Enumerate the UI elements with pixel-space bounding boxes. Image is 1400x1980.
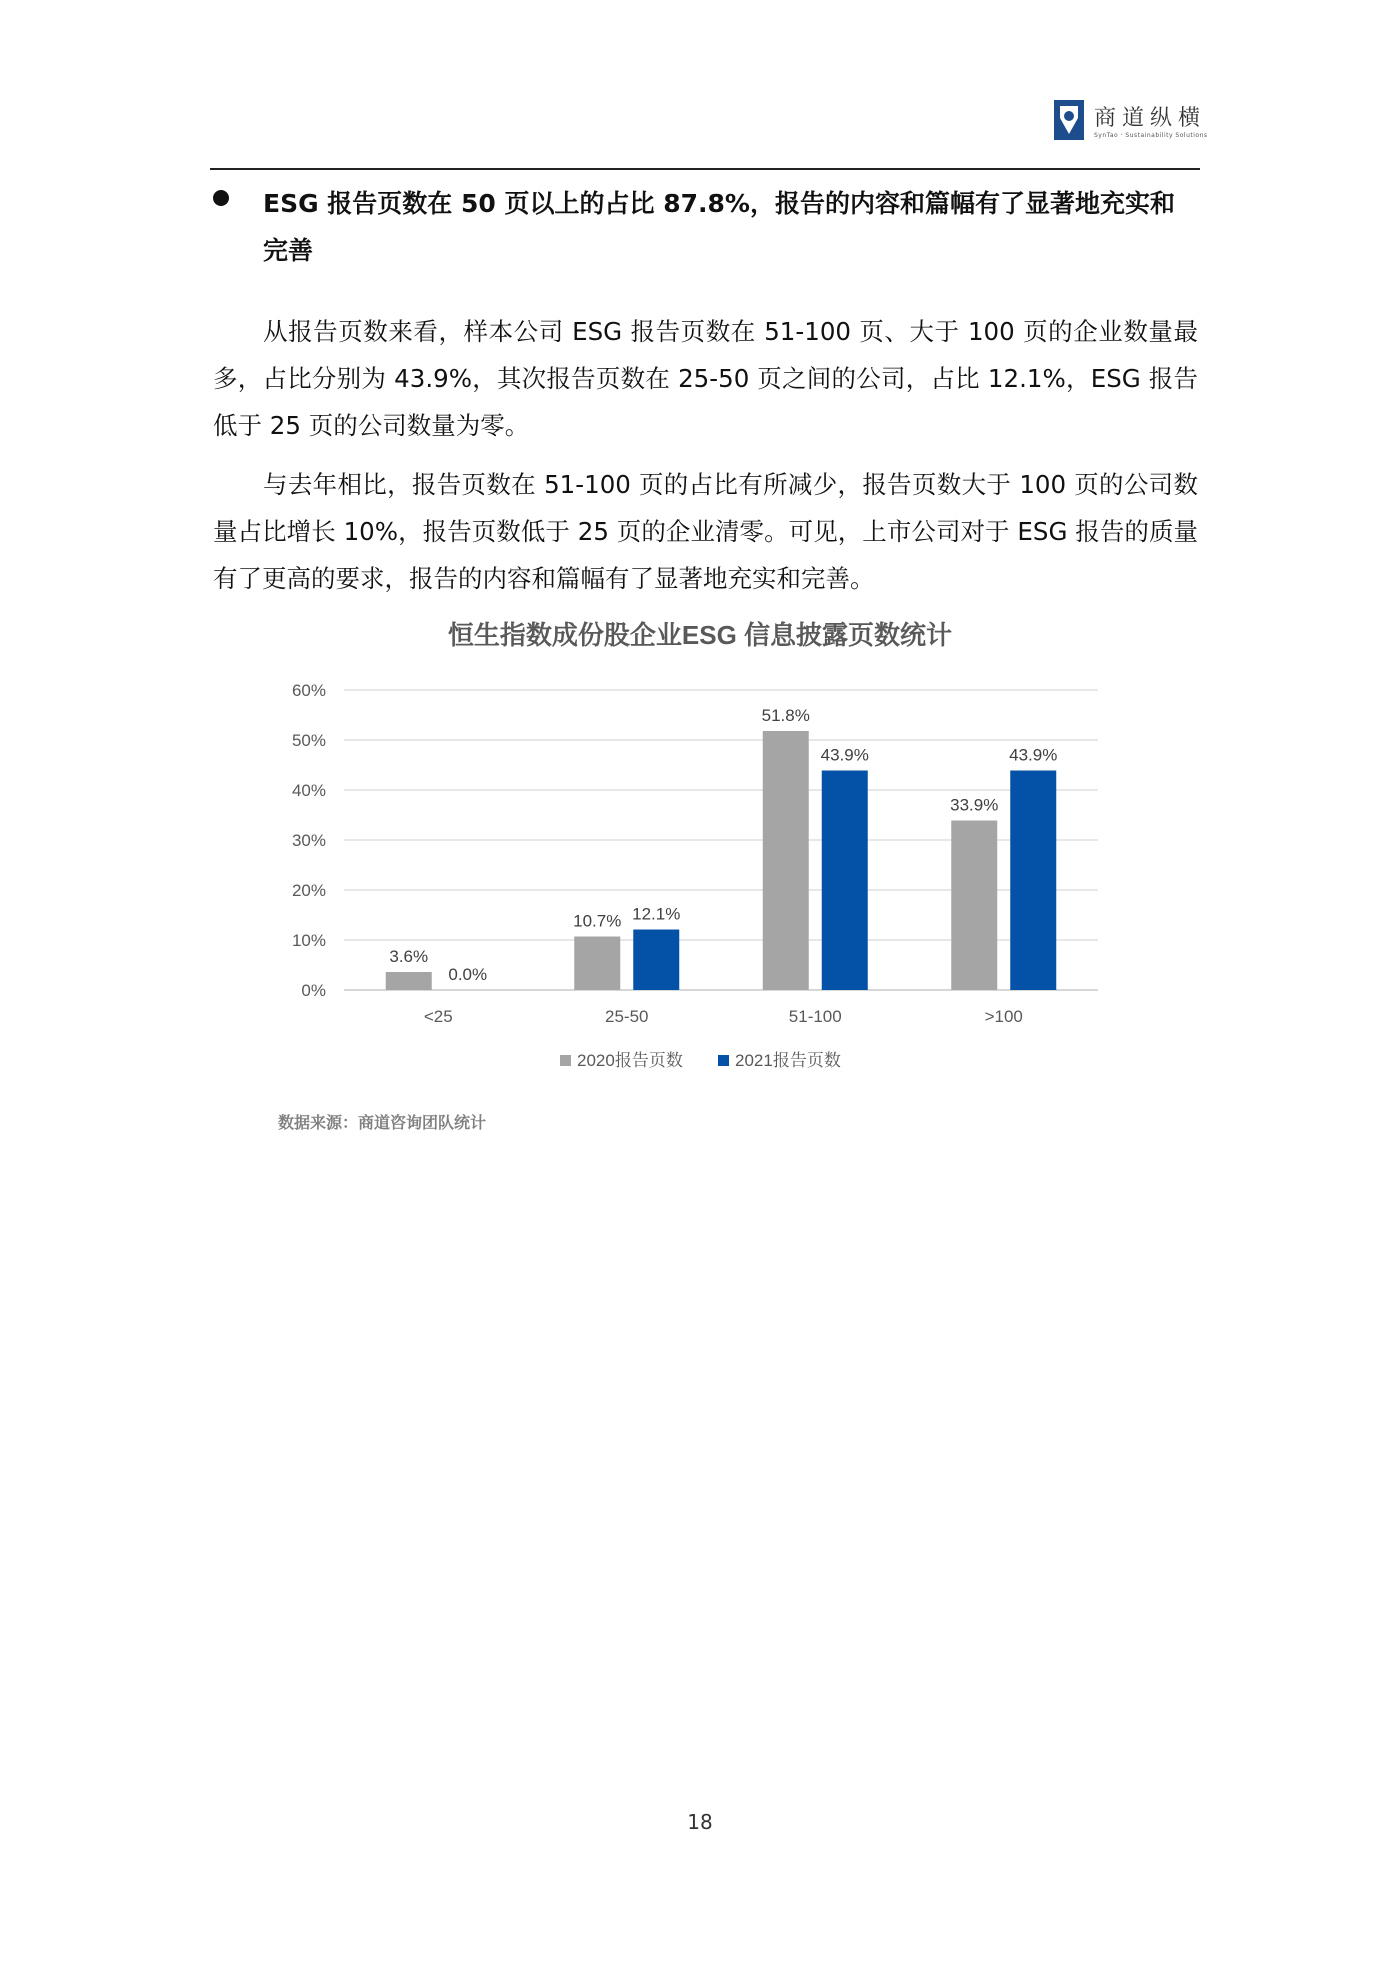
x-tick-label: <25 (423, 1007, 453, 1026)
bar-2021 (633, 930, 679, 991)
legend-label: 2020报告页数 (577, 1051, 683, 1070)
bar-2020 (574, 937, 620, 991)
chart-source-note: 数据来源：商道咨询团队统计 (278, 1115, 487, 1132)
y-tick-label: 30% (291, 831, 326, 850)
bar-chart (270, 600, 1130, 1180)
y-tick-label: 10% (291, 931, 326, 950)
section-heading-text: ESG 报告页数在 50 页以上的占比 87.8%，报告的内容和篇幅有了显著地充实和完善 (263, 189, 1175, 265)
paragraph-1: 从报告页数来看，样本公司 ESG 报告页数在 51-100 页、大于 100 页的企业数量最多，占比分别为 43.9%，其次报告页数在 25-50 页之间的公司，占比 12.1%，ESG 报告低于 25 页的公司数量为零。 (213, 316, 1198, 440)
data-label: 0.0% (448, 965, 488, 984)
y-tick-label: 40% (291, 781, 326, 800)
bar-2021 (1010, 771, 1056, 991)
data-label: 10.7% (573, 911, 622, 931)
logo-emblem-icon (1052, 98, 1086, 142)
logo-chinese-name: 商道纵横 (1094, 106, 1207, 131)
data-label: 43.9% (820, 745, 869, 765)
data-label: 33.9% (950, 795, 999, 815)
data-label: 3.6% (389, 947, 429, 966)
bar-2020 (386, 972, 432, 990)
bar-2021 (822, 771, 868, 991)
y-tick-label: 50% (291, 731, 326, 750)
legend-swatch (560, 1055, 571, 1066)
bar-2020 (951, 821, 997, 991)
legend-swatch (718, 1055, 729, 1066)
company-logo (1052, 95, 1208, 145)
bullet-dot-icon (213, 190, 229, 206)
y-tick-label: 60% (291, 681, 326, 700)
x-tick-label: 51-100 (788, 1007, 842, 1026)
paragraph-2: 与去年相比，报告页数在 51-100 页的占比有所减少，报告页数大于 100 页的公司数量占比增长 10%，报告页数低于 25 页的企业清零。可见，上市公司对于 ESG 报告的质量有了更高的要求，报告的内容和篇幅有了显著地充实和完善。 (213, 469, 1198, 593)
data-label: 51.8% (761, 706, 810, 725)
header-divider (210, 168, 1200, 170)
data-label: 12.1% (632, 904, 681, 924)
logo-english-name: SynTao · Sustainability Solutions (1094, 132, 1208, 139)
x-tick-label: 25-50 (605, 1007, 649, 1026)
y-tick-label: 20% (291, 881, 326, 900)
bar-2020 (763, 731, 809, 990)
legend-label: 2021报告页数 (735, 1051, 841, 1070)
page-number: 18 (687, 1810, 713, 1834)
chart-title: 恒生指数成份股企业ESG 信息披露页数统计 (447, 620, 953, 650)
section-heading (213, 180, 1198, 274)
x-tick-label: >100 (984, 1007, 1023, 1026)
chart-svg (270, 600, 1130, 1180)
y-tick-label: 0% (301, 981, 326, 1000)
data-label: 43.9% (1009, 745, 1058, 765)
